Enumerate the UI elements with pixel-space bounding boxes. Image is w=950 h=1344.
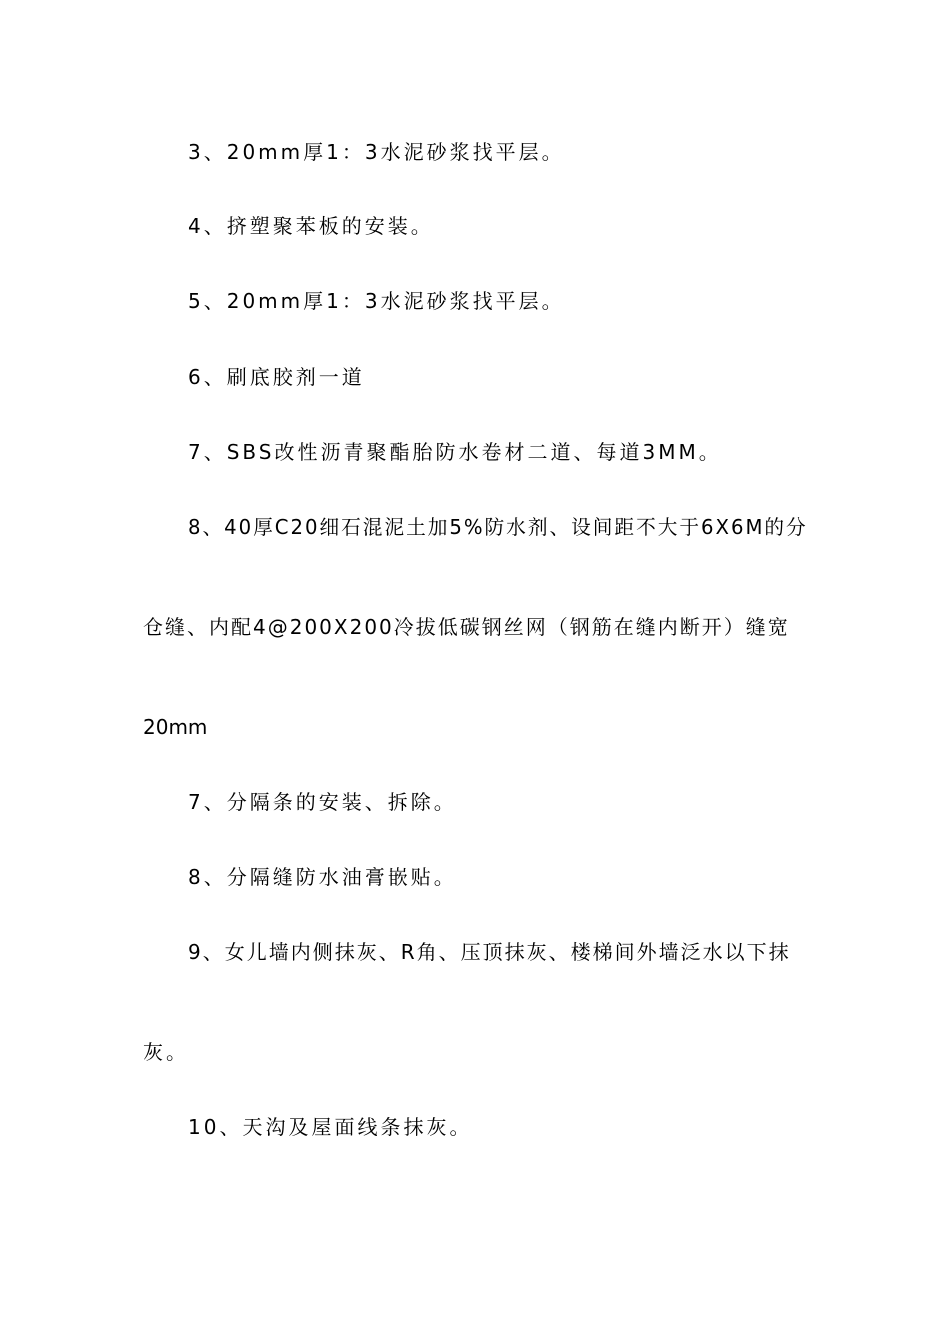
paragraph-line: 7、SBS改性沥青聚酯胎防水卷材二道、每道3MM。 — [188, 440, 722, 464]
paragraph-line: 9、女儿墙内侧抹灰、R角、压顶抹灰、楼梯间外墙泛水以下抹 — [188, 940, 791, 964]
paragraph-line: 7、分隔条的安装、拆除。 — [188, 790, 457, 814]
paragraph-line: 4、挤塑聚苯板的安装。 — [188, 214, 434, 238]
paragraph-line: 灰。 — [143, 1040, 189, 1064]
paragraph-line: 8、40厚C20细石混泥土加5%防水剂、设间距不大于6X6M的分 — [188, 515, 808, 539]
paragraph-line: 10、天沟及屋面线条抹灰。 — [188, 1115, 473, 1139]
paragraph-line: 3、20mm厚1：3水泥砂浆找平层。 — [188, 140, 565, 164]
paragraph-line: 8、分隔缝防水油膏嵌贴。 — [188, 865, 457, 889]
paragraph-line: 20mm — [143, 715, 208, 739]
paragraph-line: 5、20mm厚1：3水泥砂浆找平层。 — [188, 289, 565, 313]
paragraph-line: 6、刷底胶剂一道 — [188, 365, 365, 389]
paragraph-line: 仓缝、内配4@200X200冷拔低碳钢丝网（钢筋在缝内断开）缝宽 — [143, 615, 790, 639]
